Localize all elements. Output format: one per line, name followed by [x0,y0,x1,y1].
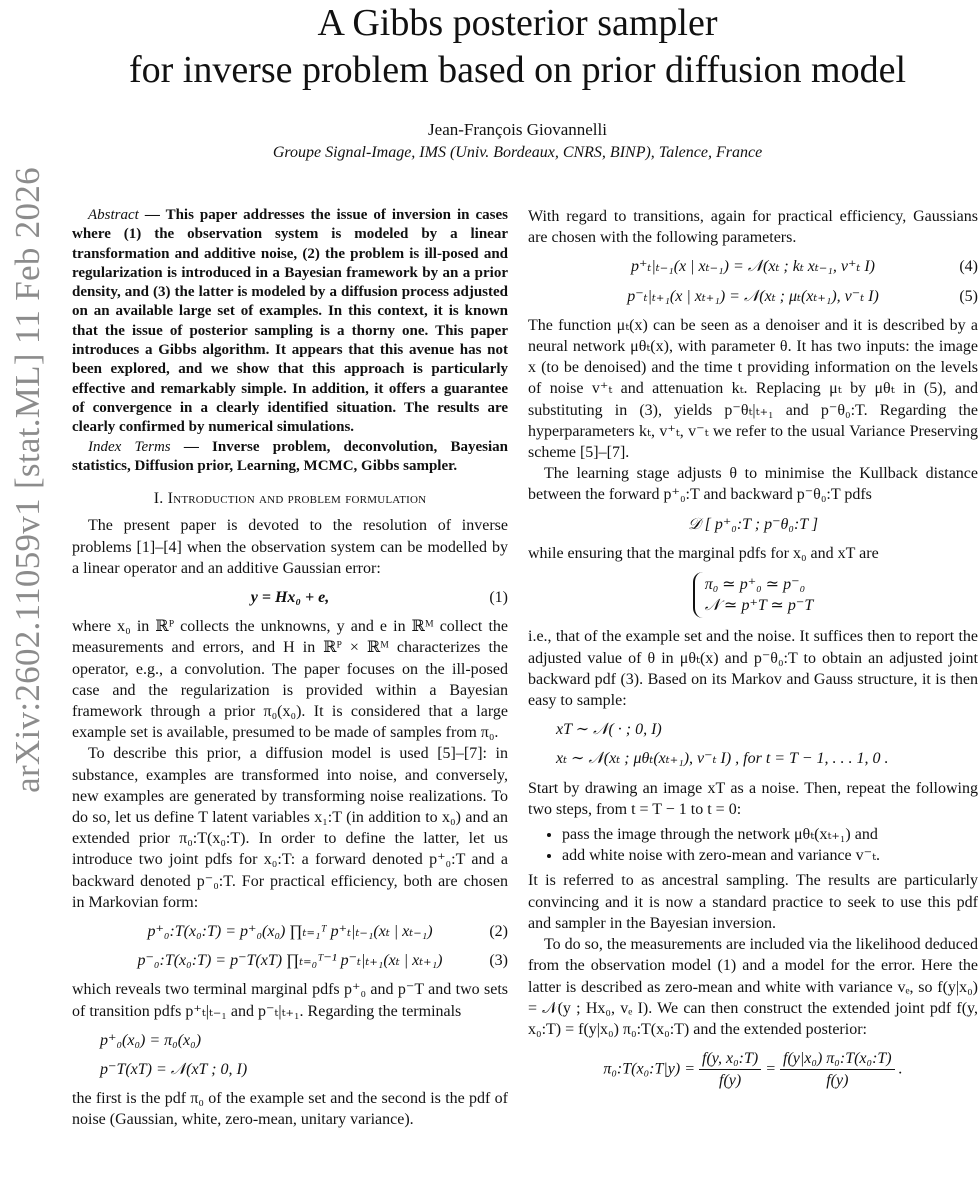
paragraph: It is referred to as ancestral sampling. The results are particularly convincing and it is now a standard practice to seek to use this pdf and sampler in the Bayesian inversion. [528,872,978,932]
paragraph: With regard to transitions, again for practical efficiency, Gaussians are chosen with the following parameters. [528,208,978,247]
equation-terminal-1: p⁺₀(x₀) = π₀(x₀) [100,1031,202,1049]
title-line-2: for inverse problem based on prior diffusion model [128,49,907,91]
equation-kullback: 𝒟 [ p⁺₀:T ; p⁻θ₀:T ] [687,515,819,533]
list-item: • pass the image through the network μθₜ(xₜ₊₁) and [562,824,978,845]
abstract-text: — This paper addresses the issue of inversion in cases where (1) the observation system is modeled by a linear transformation and additive noise, (2) the problem is ill-posed and regularization is introduced in a Bayesian framework by an a prior density, and (3) the latter is modeled by a diffusion process adjusted on an available large set of examples. In this context, it is known that the issue of posterior sampling is a thorny one. This paper introduces a Gibbs algorithm. It appears that this avenue has not been explored, and we show that this approach is particularly effective and remarkably simple. In addition, it offers a guarantee of convergence in a clearly identified situation. The results are clearly confirmed by numerical simulations. [72,207,509,436]
paper-title [56,0,979,94]
fraction-2 [780,1048,895,1091]
author: Jean-François Giovannelli [428,120,607,139]
equation-body: y = Hx₀ + e, [250,588,330,606]
paragraph: where x₀ in ℝᴾ collects the unknowns, y and e in ℝᴹ collect the measurements and errors, and H in ℝᴾ × ℝᴹ characterizes the operator, e.g., a convolution. The paper focuses on the ill-posed case and the regularization is provided within a Bayesian framework through a prior π₀(x₀). It is considered that a large example set is available, presumed to be made of samples from π₀. [72,618,508,742]
equation-5 [528,286,978,307]
equation-system [528,572,978,618]
numerator: f(y, x₀:T) [699,1048,761,1070]
paragraph: while ensuring that the marginal pdfs for x₀ and xT are [528,544,879,562]
equation-4 [528,256,978,277]
equation-sampling-1: xT ∼ 𝒩( · ; 0, I) [556,721,662,739]
paragraph: which reveals two terminal marginal pdfs p⁺₀ and p⁻T and two sets of transition pdfs p⁺ₜ|ₜ₋₁ and p⁻ₜ|ₜ₊₁. Regarding the terminals [72,981,508,1020]
paragraph: Start by drawing an image xT as a noise. Then, repeat the following two steps, from t = T − 1 to t = 0: [528,779,978,818]
abstract-label: Abstract [88,207,139,223]
arxiv-sidebar [0,0,56,960]
fraction-1 [699,1048,761,1091]
index-terms [72,438,508,477]
equation-sampling-2: xₜ ∼ 𝒩(xₜ ; μθₜ(xₜ₊₁), v⁻ₜ I) , for t = T − 1, . . . 1, 0 . [556,750,889,768]
equation-3 [72,950,508,971]
system-line-1: π₀ ≃ p⁺₀ ≃ p⁻₀ [704,576,806,594]
index-terms-text: — Inverse problem, deconvolution, Bayesian statistics, Diffusion prior, Learning, MCMC, Gibbs sampler. [72,438,509,474]
system-line-2: 𝒩 ≃ p⁺T ≃ p⁻T [704,597,814,615]
paragraph: To do so, the measurements are included via the likelihood deduced from the observation model (1) and a model for the error. Here the latter is described as zero-mean and white with variance vₑ, so f(y|x₀) = 𝒩(y ; Hx₀, vₑ I). We can then construct the extended joint pdf f(y, x₀:T) = f(y|x₀) π₀:T(x₀:T) and the extended posterior: [528,936,978,1038]
paragraph: the first is the pdf π₀ of the example set and the second is the pdf of noise (Gaussian, white, zero-mean, unitary variance). [72,1090,508,1129]
paragraph: The function μₜ(x) can be seen as a denoiser and it is described by a neural network μθₜ(x), with parameter θ. It has two inputs: the image x (to be denoised) and the time t providing information on the levels of noise v⁺ₜ and attenuation kₜ. Replacing μₜ by μθₜ in (5), and substituting in (3), yields p⁻θₜ|ₜ₊₁ and p⁻θ₀:T. Regarding the hyperparameters kₜ, v⁺ₜ, v⁻ₜ we refer to the usual Variance Preserving scheme [5]–[7]. [528,316,978,462]
arxiv-identifier: arXiv:2602.11059v1 [stat.ML] 11 Feb 2026 [8,167,48,793]
equation-1 [72,587,508,608]
equation-number: (5) [959,287,978,305]
equals-sign: = [765,1060,777,1078]
equation-posterior [528,1048,978,1091]
title-line-1: A Gibbs posterior sampler [317,2,718,44]
section-number: I. [153,490,164,508]
paragraph: The learning stage adjusts θ to minimise the Kullback distance between the forward p⁺₀:T and backward p⁻θ₀:T pdfs [528,465,978,504]
numerator: f(y|x₀) π₀:T(x₀:T) [780,1048,895,1070]
section-heading [72,488,508,509]
paragraph: To describe this prior, a diffusion model is used [5]–[7]: in substance, examples are transformed into noise, and conversely, new examples are generated by transforming noise realizations. To do so, let us define T latent variables x₁:T (in addition to x₀) and an extended prior π₀:T(x₀:T). In order to define the latter, let us introduce two joint pdfs for x₀:T: a forward denoted p⁺₀:T and a backward denoted p⁻₀:T. For practical efficiency, both are chosen in Markovian form: [72,745,508,911]
posterior-lhs: π₀:T(x₀:T|y) = [603,1060,695,1078]
denominator: f(y) [719,1072,742,1090]
equation-number: (4) [959,258,978,276]
equation-number: (3) [489,952,508,970]
paragraph: The present paper is devoted to the resolution of inverse problems [1]–[4] when the observation system can be modelled by a linear operator and an additive Gaussian error: [72,517,508,577]
equation-system-brace [693,572,814,618]
equation-number: (1) [489,588,508,606]
list-item: • add white noise with zero-mean and variance v⁻ₜ. [562,845,978,866]
equation-body: p⁺ₜ|ₜ₋₁(x | xₜ₋₁) = 𝒩(xₜ ; kₜ xₜ₋₁, v⁺ₜ I) [630,258,876,276]
step-list [528,824,978,866]
section-title: Introduction and problem formulation [167,490,427,508]
denominator: f(y) [826,1072,849,1090]
right-column [528,206,978,1100]
equation-body: p⁺₀:T(x₀:T) = p⁺₀(x₀) ∏ₜ₌₁ᵀ p⁺ₜ|ₜ₋₁(xₜ | xₜ₋₁) [147,923,433,941]
abstract [72,206,508,438]
index-terms-label: Index Terms [88,438,171,455]
equation-terminal-2: p⁻T(xT) = 𝒩(xT ; 0, I) [100,1061,248,1079]
equation-body: p⁻ₜ|ₜ₊₁(x | xₜ₊₁) = 𝒩(xₜ ; μₜ(xₜ₊₁), v⁻ₜ I) [627,287,879,305]
left-column [72,206,508,1131]
equation-number: (2) [489,923,508,941]
equation-2 [72,921,508,942]
period: . [898,1060,903,1078]
affiliation: Groupe Signal-Image, IMS (Univ. Bordeaux, CNRS, BINP), Talence, France [272,144,763,161]
paragraph: i.e., that of the example set and the noise. It suffices then to report the adjusted value of θ in μθₜ(x) and p⁻θ₀:T to obtain an adjusted joint backward pdf (3). Based on its Markov and Gauss structure, it is then easy to sample: [528,628,978,710]
equation-body: p⁻₀:T(x₀:T) = p⁻T(xT) ∏ₜ₌₀ᵀ⁻¹ p⁻ₜ|ₜ₊₁(xₜ | xₜ₊₁) [137,952,443,970]
